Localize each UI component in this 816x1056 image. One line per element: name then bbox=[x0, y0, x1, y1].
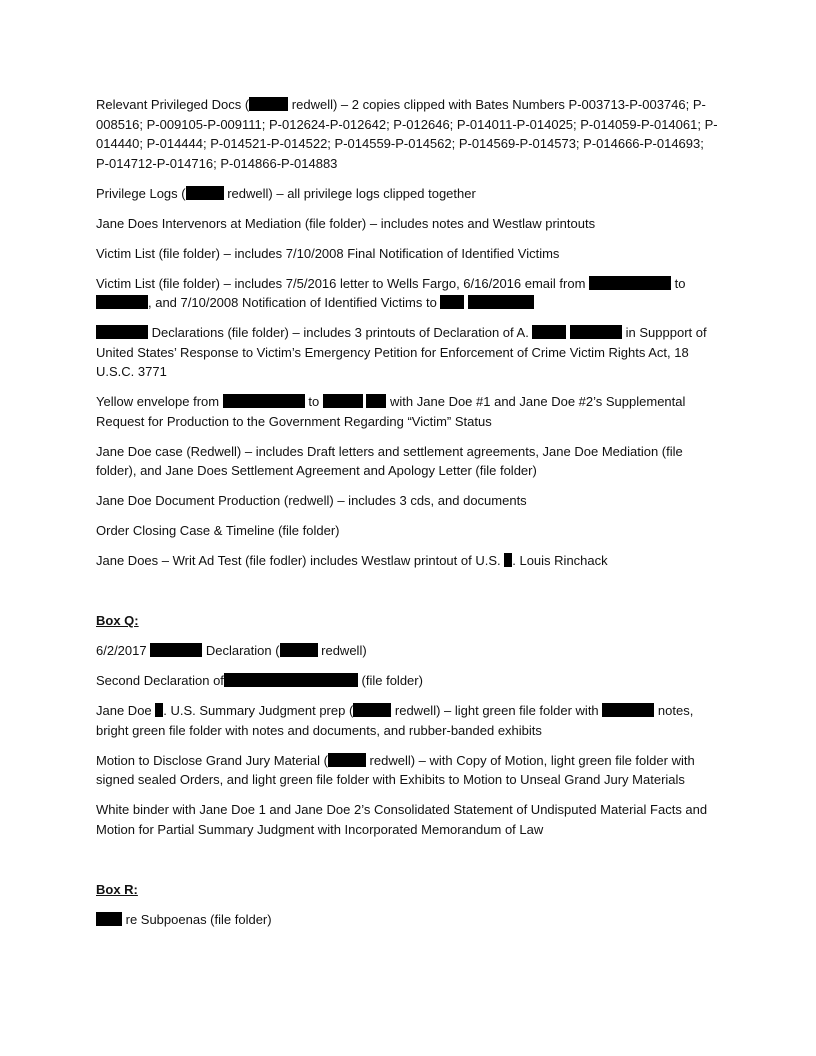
redaction-bar bbox=[224, 673, 358, 687]
box-r-heading: Box R: bbox=[96, 881, 138, 897]
text-run: Declarations (file folder) – includes 3 printouts of Declaration of A. bbox=[148, 325, 533, 340]
text-run: Order Closing Case & Timeline (file folder) bbox=[96, 523, 340, 538]
text-run: Declaration ( bbox=[202, 643, 280, 658]
redaction-bar bbox=[150, 643, 202, 657]
text-run: Yellow envelope from bbox=[96, 394, 223, 409]
text-run: (file folder) bbox=[357, 673, 423, 688]
text-run: notes, bright green file folder with notes and documents, and rubber-banded exhibits bbox=[96, 703, 694, 738]
text-run: . Louis Rinchack bbox=[512, 553, 608, 568]
box-r-list bbox=[96, 910, 720, 930]
text-run: Jane Doe bbox=[96, 703, 156, 718]
text-run: redwell) bbox=[317, 643, 367, 658]
text-run: . U.S. Summary Judgment prep ( bbox=[163, 703, 354, 718]
list-item bbox=[96, 910, 720, 930]
list-item bbox=[96, 551, 720, 571]
text-run: Victim List (file folder) – includes 7/10/2008 Final Notification of Identified Victims bbox=[96, 245, 560, 261]
list-item bbox=[96, 751, 720, 790]
text-run: to bbox=[671, 275, 686, 291]
text-run: Victim List (file folder) – includes 7/5/2016 letter to Wells Fargo, 6/16/2016 email from bbox=[96, 275, 590, 291]
list-item bbox=[96, 214, 720, 234]
redaction-bar bbox=[570, 325, 622, 339]
text-run: in Suppport of United States’ Response to Victim’s Emergency Petition for Enforcement of Crime Victim Rights Act, 18 U.S.C. 3771 bbox=[96, 325, 707, 379]
redaction-bar bbox=[602, 703, 654, 717]
list-item bbox=[96, 701, 720, 740]
redaction-bar bbox=[249, 97, 288, 111]
list-item bbox=[96, 800, 720, 839]
box-q-list bbox=[96, 641, 720, 839]
redaction-bar bbox=[468, 295, 534, 309]
list-item bbox=[96, 184, 720, 204]
text-run: to bbox=[304, 394, 323, 409]
text-run: redwell) – 2 copies clipped with Bates Numbers P-003713-P-003746; P-008516; P-009105-P-009111; P-012624-P-012642; P-012646; P-014011-P-014025; P-014059-P-014061; P-014440; P-014444; P-014521-P-014522; P-014559-P-014562; P-014569-P-014573; P-014666-P-014693; P-014712-P-014716; P-014866-P-014883 bbox=[96, 97, 718, 171]
list-item bbox=[96, 491, 720, 511]
list-item bbox=[96, 671, 720, 691]
list-item bbox=[96, 392, 720, 431]
text-run: with Jane Doe #1 and Jane Doe #2’s Supplemental Request for Production to the Government Regarding “Victim” Status bbox=[96, 394, 686, 429]
list-item bbox=[96, 323, 720, 382]
text-run: Jane Doe Document Production (redwell) – includes 3 cds, and documents bbox=[96, 493, 527, 508]
text-run: redwell) – light green file folder with bbox=[391, 703, 603, 718]
redaction-bar bbox=[186, 186, 224, 200]
redaction-bar bbox=[353, 703, 391, 717]
document-body bbox=[96, 95, 720, 940]
text-run: , and 7/10/2008 Notification of Identified Victims to bbox=[148, 295, 441, 310]
redaction-bar bbox=[96, 325, 148, 339]
redaction-bar bbox=[589, 276, 671, 290]
redaction-bar bbox=[223, 394, 305, 408]
text-run: Relevant Privileged Docs ( bbox=[96, 97, 250, 112]
box-p-list bbox=[96, 95, 720, 571]
list-item bbox=[96, 442, 720, 481]
text-run: White binder with Jane Doe 1 and Jane Doe 2’s Consolidated Statement of Undisputed Material Facts and Motion for Partial Summary Judgment with Incorporated Memorandum of Law bbox=[96, 802, 708, 837]
text-run: Motion to Disclose Grand Jury Material ( bbox=[96, 752, 328, 768]
text-run: re Subpoenas (file folder) bbox=[122, 911, 272, 927]
redaction-bar bbox=[532, 325, 566, 339]
text-run: redwell) – with Copy of Motion, light green file folder with signed sealed Orders, and light green file folder with Exhibits to Motion to Unseal Grand Jury Materials bbox=[96, 752, 695, 787]
text-run: Jane Does – Writ Ad Test (file fodler) includes Westlaw printout of U.S. bbox=[96, 553, 505, 568]
text-run: Jane Doe case (Redwell) – includes Draft letters and settlement agreements, Jane Doe Mediation (file folder), and Jane Does Settlement Agreement and Apology Letter (file folder) bbox=[96, 443, 683, 478]
redaction-bar bbox=[96, 295, 148, 309]
text-run: Second Declaration of bbox=[96, 673, 224, 688]
redaction-bar bbox=[323, 394, 363, 408]
text-run: Privilege Logs ( bbox=[96, 185, 186, 201]
text-run: redwell) – all privilege logs clipped together bbox=[223, 185, 476, 201]
redaction-bar bbox=[440, 295, 464, 309]
list-item bbox=[96, 274, 720, 313]
list-item bbox=[96, 244, 720, 264]
list-item bbox=[96, 521, 720, 541]
redaction-bar bbox=[328, 753, 366, 767]
box-q-heading: Box Q: bbox=[96, 613, 139, 628]
list-item bbox=[96, 95, 720, 173]
text-run: 6/2/2017 bbox=[96, 643, 151, 658]
redaction-bar bbox=[366, 394, 386, 408]
redaction-bar bbox=[96, 912, 122, 926]
text-run: Jane Does Intervenors at Mediation (file folder) – includes notes and Westlaw printouts bbox=[96, 215, 596, 231]
list-item bbox=[96, 641, 720, 661]
redaction-bar bbox=[280, 643, 318, 657]
